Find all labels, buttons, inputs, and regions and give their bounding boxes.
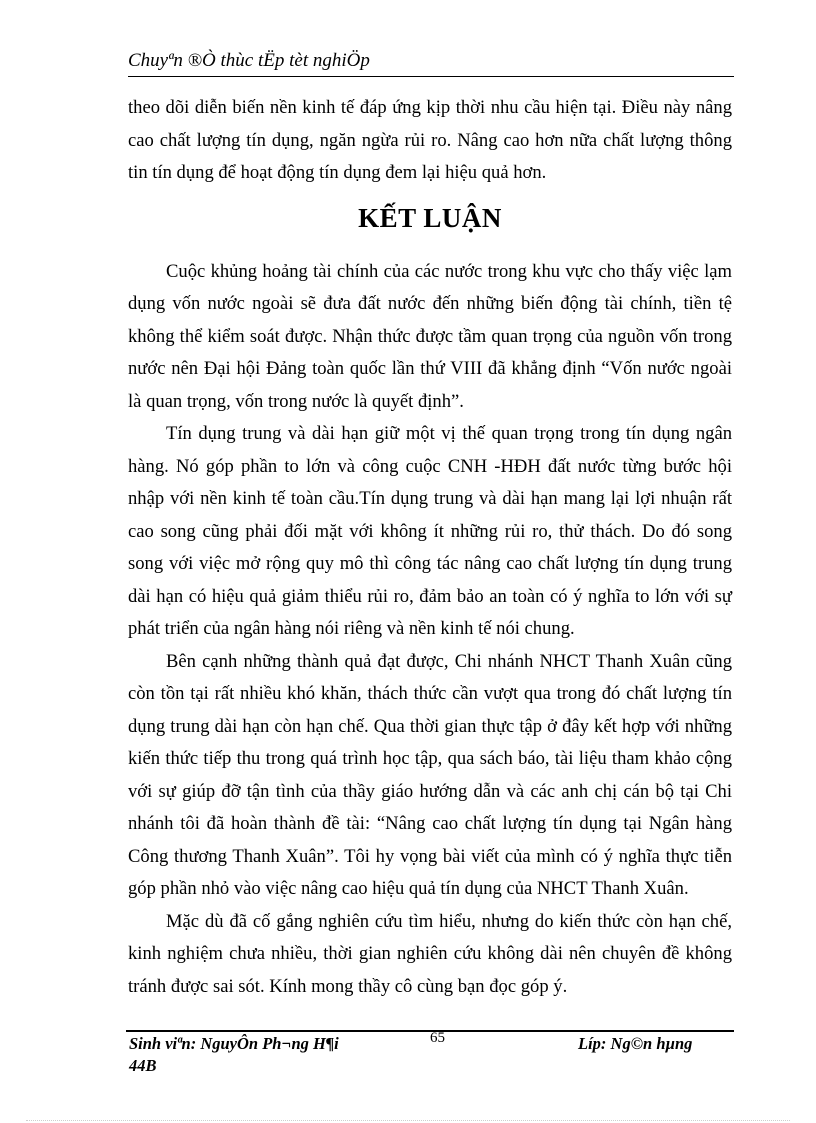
paragraph: Cuộc khủng hoảng tài chính của các nước trong khu vực cho thấy việc lạm dụng vốn nước ngoài sẽ đưa đất nước đến những biến động tài chính, tiền tệ không thể kiểm soát được. Nhận thức được tầm quan trọng của nguồn vốn trong nước nên Đại hội Đảng toàn quốc lần thứ VIII đã khẳng định “Vốn nước ngoài là quan trọng, vốn trong nước là quyết định”. xyxy=(128,260,732,412)
document-body xyxy=(128,92,732,1003)
footer-course: 44B xyxy=(129,1056,157,1075)
paragraph: Bên cạnh những thành quả đạt được, Chi nhánh NHCT Thanh Xuân cũng còn tồn tại rất nhiều khó khăn, thách thức cần vượt qua trong đó chất lượng tín dụng trung dài hạn còn hạn chế. Qua thời gian thực tập ở đây kết hợp với những kiến thức tiếp thu trong quá trình học tập, qua sách báo, tài liệu tham khảo cộng với sự giúp đỡ tận tình của thầy giáo hướng dẫn và các anh chị cán bộ tại Chi nhánh tôi đã hoàn thành đề tài: “Nâng cao chất lượng tín dụng tại Ngân hàng Công thương Thanh Xuân”. Tôi hy vọng bài viết của mình có ý nghĩa thực tiễn góp phần nhỏ vào việc nâng cao hiệu quả tín dụng của NHCT Thanh Xuân. xyxy=(128,650,732,899)
intro-paragraph: theo dõi diễn biến nền kinh tế đáp ứng kịp thời nhu cầu hiện tại. Điều này nâng cao chất lượng tín dụng, ngăn ngừa rủi ro. Nâng cao hơn nữa chất lượng thông tin tín dụng để hoạt động tín dụng đem lại hiệu quả hơn. xyxy=(128,97,732,183)
footer-student-name: Sinh viªn: NguyÔn Ph¬ng H¶i xyxy=(129,1034,339,1053)
page-header xyxy=(128,50,734,77)
conclusion-title: KẾT LUẬN xyxy=(358,202,502,233)
footer-class-label: Líp: Ng©n hµng xyxy=(578,1034,693,1053)
header-title: Chuyªn ®Ò thùc tËp tèt nghiÖp xyxy=(128,50,370,71)
page-bottom-divider xyxy=(26,1120,790,1121)
paragraph: Mặc dù đã cố gắng nghiên cứu tìm hiểu, nhưng do kiến thức còn hạn chế, kinh nghiệm chưa nhiều, thời gian nghiên cứu không dài nên chuyên đề không tránh được sai sót. Kính mong thầy cô cùng bạn đọc góp ý. xyxy=(128,910,732,997)
page-number: 65 xyxy=(430,1030,445,1046)
paragraph: Tín dụng trung và dài hạn giữ một vị thế quan trọng trong tín dụng ngân hàng. Nó góp phần to lớn và công cuộc CNH -HĐH đất nước từng bước hội nhập với nền kinh tế toàn cầu.Tín dụng trung và dài hạn mang lại lợi nhuận rất cao song cũng phải đối mặt với không ít những rủi ro, thử thách. Do đó song song với việc mở rộng quy mô thì công tác nâng cao chất lượng tín dụng trung dài hạn có hiệu quả giảm thiểu rủi ro, đảm bảo an toàn có ý nghĩa to lớn với sự phát triển của ngân hàng nói riêng và nền kinh tế nói chung. xyxy=(128,423,732,639)
